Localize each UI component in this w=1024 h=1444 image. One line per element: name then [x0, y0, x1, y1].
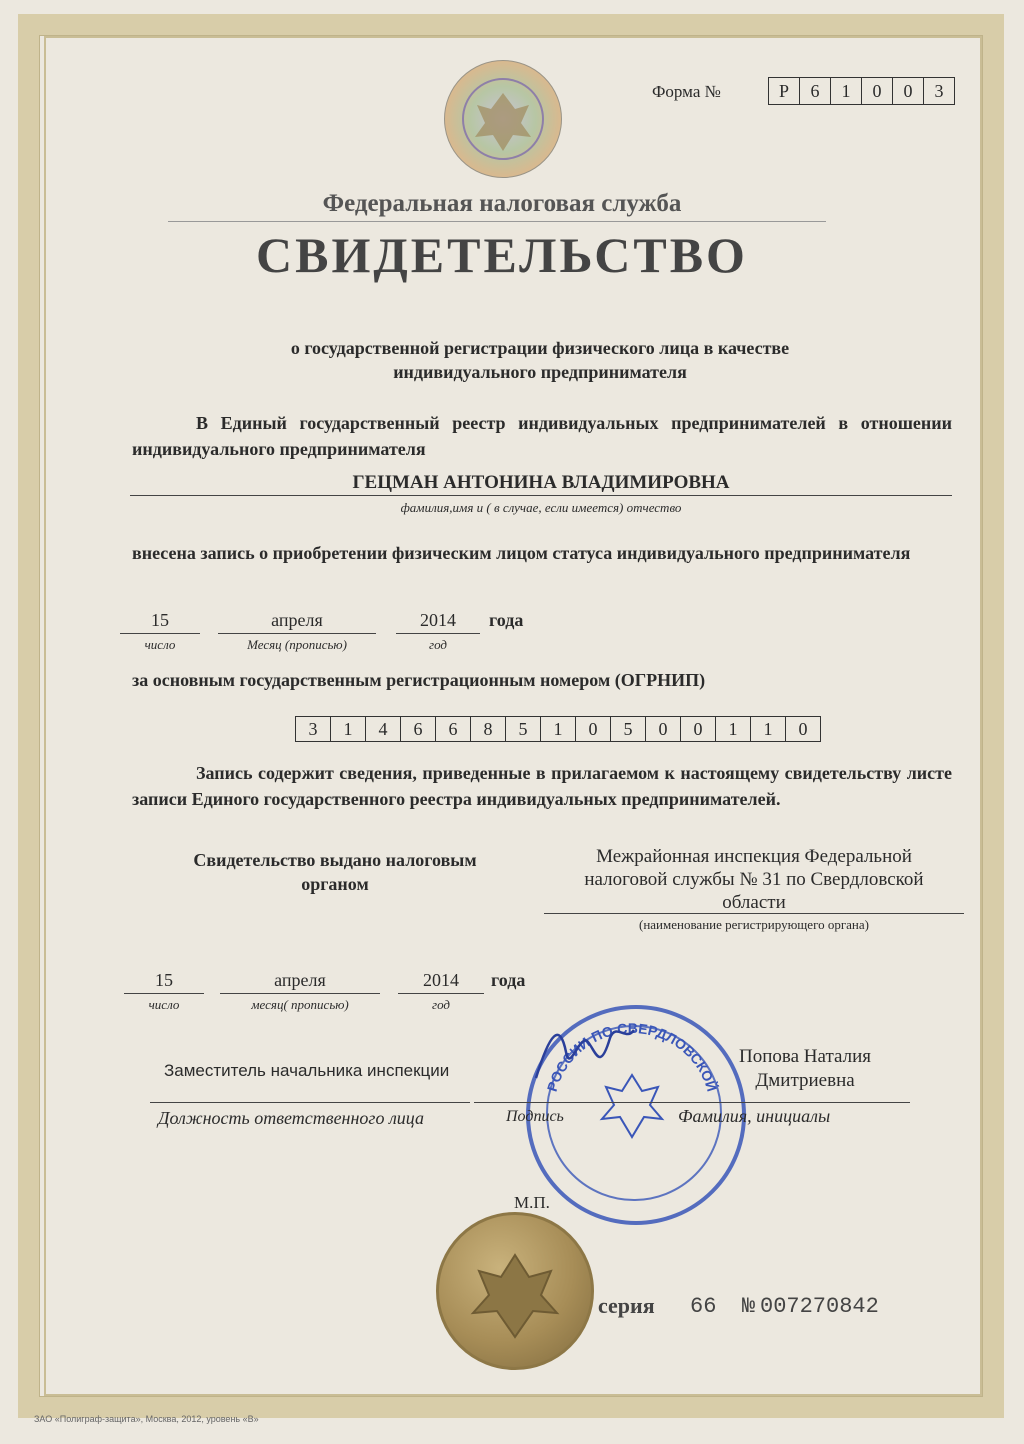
form-code-cell: 1: [831, 78, 862, 104]
year-caption: год: [432, 997, 450, 1012]
underline: [120, 633, 200, 634]
ogrnip-digit: 0: [798, 719, 808, 739]
signer-line-1: Попова Наталия: [739, 1046, 871, 1067]
person-name: ГЕЦМАН АНТОНИНА ВЛАДИМИРОВНА: [352, 472, 730, 493]
ogrnip-digit: 3: [296, 717, 331, 741]
issue-year-suffix: года: [491, 970, 526, 990]
form-label: Форма №: [652, 82, 721, 101]
ogrnip-digit: 5: [506, 717, 541, 741]
register-text: В Единый государственный реестр индивидуальных предпринимателей в отношении индивидуального предпринимателя: [132, 413, 952, 459]
ogrnip-digit: 0: [681, 717, 716, 741]
form-code-cell: 0: [893, 78, 924, 104]
ogrnip-number: [295, 716, 821, 742]
series-number: 66: [690, 1294, 717, 1319]
day-caption: число: [144, 637, 176, 652]
hologram-emblem-icon: [444, 60, 562, 178]
signer-name: [700, 1045, 910, 1093]
position-title: Заместитель начальника инспекции: [164, 1061, 450, 1080]
printer-info: ЗАО «Полиграф-защита», Москва, 2012, уровень «В»: [34, 1414, 259, 1424]
signer-caption: Фамилия, инициалы: [678, 1106, 831, 1126]
subtitle-line-1: о государственной регистрации физического лица в качестве: [290, 338, 790, 358]
entry-month: апреля: [271, 610, 323, 630]
ogrnip-digit: 1: [751, 717, 786, 741]
issue-year: 2014: [423, 970, 459, 990]
agency-name: Федеральная налоговая служба: [322, 190, 682, 217]
issued-label-line-2: органом: [301, 874, 369, 894]
ogrnip-digit: 4: [366, 717, 401, 741]
ogrnip-digit: 1: [716, 717, 751, 741]
issue-day: 15: [155, 970, 173, 990]
ogrnip-digit: 6: [401, 717, 436, 741]
issued-label-line-1: Свидетельство выдано налоговым: [193, 850, 477, 870]
underline: [220, 993, 380, 994]
month-caption: месяц( прописью): [251, 997, 349, 1012]
authority-line-1: Межрайонная инспекция Федеральной: [596, 846, 912, 867]
underline: [396, 633, 480, 634]
ogrnip-digit: 1: [331, 717, 366, 741]
subtitle-line-2: индивидуального предпринимателя: [393, 362, 687, 382]
document-title: СВИДЕТЕЛЬСТВО: [256, 227, 748, 283]
entry-text: внесена запись о приобретении физическим лицом статуса индивидуального предпринимателя: [132, 543, 911, 563]
authority-line-2: налоговой службы № 31 по Свердловской: [584, 869, 924, 890]
embossed-emblem-icon: [436, 1212, 594, 1370]
ogrnip-digit: 1: [541, 717, 576, 741]
day-caption: число: [148, 997, 180, 1012]
name-underline: [130, 495, 952, 496]
signature-underline: [474, 1102, 700, 1103]
divider: [168, 221, 826, 222]
form-code-cell: 6: [800, 78, 831, 104]
underline: [124, 993, 204, 994]
underline: [218, 633, 376, 634]
ogrnip-digit: 0: [576, 717, 611, 741]
form-code: [768, 77, 955, 105]
name-caption: фамилия,имя и ( в случае, если имеется) отчество: [400, 500, 682, 515]
authority-caption: (наименование регистрирующего органа): [638, 917, 869, 932]
signature-caption: Подпись: [506, 1108, 564, 1125]
form-code-cell: Р: [769, 78, 800, 104]
authority-line-3: области: [722, 892, 786, 913]
ogrnip-digit: 0: [646, 717, 681, 741]
entry-year: 2014: [420, 610, 456, 630]
stamp-text: РОССИИ ПО СВЕРДЛОВСКОЙ: [543, 1019, 721, 1094]
signer-underline: [700, 1102, 910, 1103]
authority-underline: [544, 913, 964, 914]
seal-place-label: М.П.: [514, 1193, 550, 1212]
ogrnip-digit: 5: [611, 717, 646, 741]
issue-month: апреля: [274, 970, 326, 990]
record-text: Запись содержит сведения, приведенные в прилагаемом к настоящему свидетельству листе записи Единого государственного реестра индивидуальных предпринимателей.: [132, 763, 952, 809]
position-underline: [150, 1102, 470, 1103]
series-label: серия: [598, 1293, 655, 1318]
year-caption: год: [429, 637, 447, 652]
signer-line-2: Дмитриевна: [755, 1070, 855, 1091]
authority-name: [544, 845, 964, 914]
entry-year-suffix: года: [489, 610, 524, 630]
ogrnip-digit: 6: [436, 717, 471, 741]
serial-number: 007270842: [760, 1294, 879, 1319]
underline: [398, 993, 484, 994]
form-code-cell: 0: [862, 78, 893, 104]
ogrnip-digit: 8: [471, 717, 506, 741]
month-caption: Месяц (прописью): [247, 637, 347, 652]
position-caption: Должность ответственного лица: [158, 1108, 425, 1128]
form-code-cell: 3: [934, 81, 944, 101]
entry-day: 15: [151, 610, 169, 630]
ogrnip-label: за основным государственным регистрационным номером (ОГРНИП): [132, 670, 706, 690]
serial-prefix: №: [742, 1294, 756, 1319]
signature-icon: [530, 1012, 640, 1092]
